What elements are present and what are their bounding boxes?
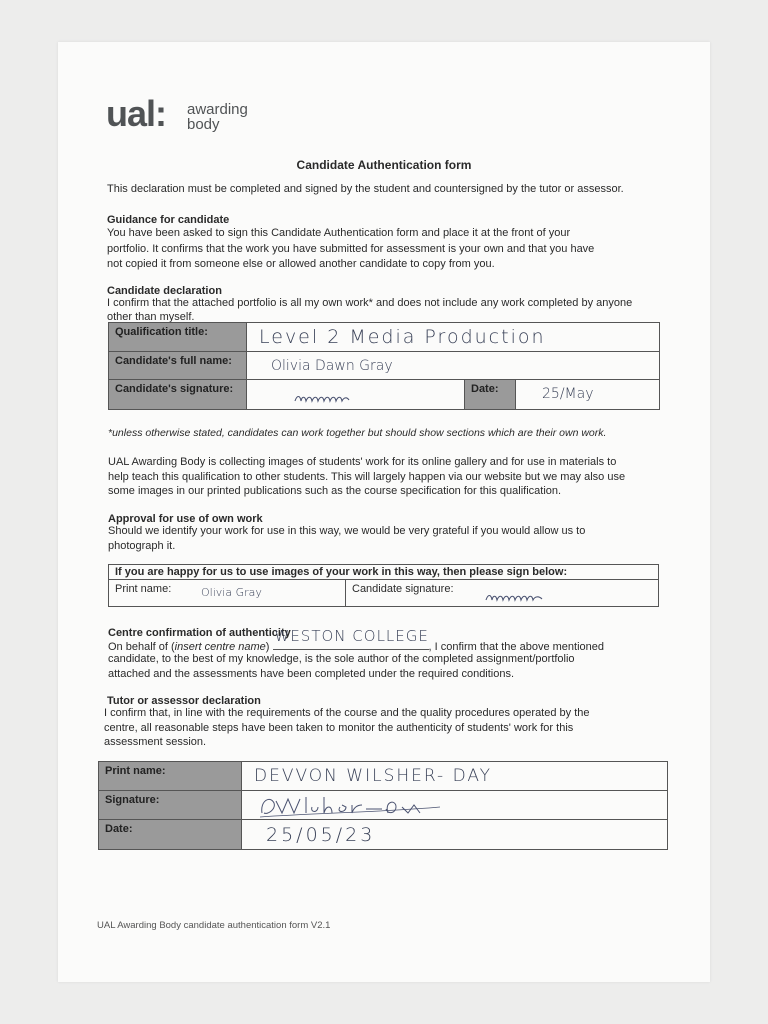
- full-name-value: Olivia Dawn Gray: [271, 358, 393, 374]
- footnote: *unless otherwise stated, candidates can work together but should show sections which are their own work.: [108, 427, 607, 439]
- centre-heading: Centre confirmation of authenticity: [108, 627, 291, 639]
- guidance-line: portfolio. It confirms that the work you have submitted for assessment is your own and that you have: [107, 242, 595, 255]
- tutor-line: I confirm that, in line with the requirements of the course and the quality procedures operated by the: [104, 707, 590, 719]
- gallery-line: UAL Awarding Body is collecting images of students' work for its online gallery and for use in materials to: [108, 456, 617, 468]
- tutor-date-value: 25/05/23: [266, 824, 376, 846]
- centre-behalf-text: On behalf of (: [108, 641, 175, 653]
- approval-line: Should we identify your work for use in this way, we would be very grateful if you would allow us to: [108, 525, 586, 537]
- approval-heading: Approval for use of own work: [108, 513, 263, 525]
- approval-line: photograph it.: [108, 539, 176, 552]
- guidance-text: [107, 226, 594, 273]
- date-value: 25/May: [542, 386, 594, 402]
- guidance-line: not copied it from someone else or allowed another candidate to copy from you.: [107, 258, 495, 270]
- tutor-line: assessment session.: [104, 736, 207, 748]
- signature-label: Candidate's signature:: [109, 380, 247, 410]
- approval-signature-field[interactable]: [346, 580, 659, 607]
- full-name-field[interactable]: [247, 352, 660, 380]
- guidance-heading: Guidance for candidate: [107, 214, 230, 226]
- tutor-print-value: DEVVON WILSHER- DAY: [254, 766, 493, 786]
- ual-logo-subtitle: [187, 102, 248, 132]
- tutor-text: [104, 706, 590, 750]
- intro-text: This declaration must be completed and signed by the student and countersigned by the tutor or assessor.: [107, 183, 624, 195]
- qualification-value: Level 2 Media Production: [259, 326, 546, 348]
- logo-line-2: body: [187, 116, 220, 133]
- date-label: Date:: [465, 380, 516, 410]
- centre-line: candidate, to the best of my knowledge, is the sole author of the completed assignment/portfolio: [108, 653, 575, 665]
- tutor-signature-image: [256, 793, 446, 819]
- centre-text: [108, 652, 575, 681]
- tutor-signature-label: Signature:: [99, 791, 242, 820]
- tutor-print-field[interactable]: [242, 762, 668, 791]
- tutor-line: centre, all reasonable steps have been taken to monitor the authenticity of students' work for this: [104, 721, 574, 734]
- candidate-signature-image: [291, 388, 361, 406]
- centre-name-value: WESTON COLLEGE: [274, 627, 429, 645]
- declaration-heading: Candidate declaration: [107, 285, 222, 297]
- approval-print-field[interactable]: [109, 580, 346, 607]
- approval-signature-label: Candidate signature:: [352, 583, 454, 595]
- approval-signature-image: [482, 588, 552, 606]
- gallery-line: some images in our printed publications such as the course specification for this qualification.: [108, 485, 562, 497]
- tutor-date-field[interactable]: [242, 820, 668, 850]
- declaration-line: I confirm that the attached portfolio is all my own work* and does not include any work completed by anyone: [107, 297, 633, 309]
- centre-insert-hint: insert centre name: [174, 641, 266, 653]
- approval-box-heading: If you are happy for us to use images of your work in this way, then please sign below:: [109, 565, 659, 580]
- qualification-label: Qualification title:: [109, 323, 247, 352]
- centre-after-text: , I confirm that the above mentioned: [428, 641, 604, 653]
- tutor-print-label: Print name:: [99, 762, 242, 791]
- centre-line: attached and the assessments have been completed under the required conditions.: [108, 667, 515, 680]
- tutor-declaration-table: [98, 761, 668, 850]
- ual-logo: ual:: [106, 93, 167, 134]
- candidate-signature-field[interactable]: [247, 380, 465, 410]
- qualification-field[interactable]: [247, 323, 660, 352]
- centre-name-field[interactable]: [273, 627, 429, 650]
- form-version-footer: UAL Awarding Body candidate authentication form V2.1: [97, 920, 331, 931]
- guidance-line: You have been asked to sign this Candidate Authentication form and place it at the front of your: [107, 227, 571, 239]
- declaration-text: [107, 296, 632, 324]
- candidate-declaration-table: [108, 322, 660, 410]
- approval-print-label: Print name:: [115, 583, 172, 595]
- approval-print-value: Olivia Gray: [201, 586, 262, 599]
- logo-line-1: awarding: [187, 101, 248, 118]
- declaration-line: other than myself.: [107, 311, 195, 323]
- tutor-heading: Tutor or assessor declaration: [107, 695, 261, 707]
- date-field[interactable]: [516, 380, 660, 410]
- tutor-date-label: Date:: [99, 820, 242, 850]
- approval-table: [108, 564, 659, 607]
- form-title: Candidate Authentication form: [296, 158, 472, 172]
- full-name-label: Candidate's full name:: [109, 352, 247, 380]
- tutor-signature-field[interactable]: [242, 791, 668, 820]
- gallery-line: help teach this qualification to other students. This will largely happen via our website but we may also use: [108, 470, 626, 483]
- centre-close-paren: ): [265, 641, 270, 653]
- approval-text: [108, 524, 585, 553]
- gallery-text: [108, 455, 625, 499]
